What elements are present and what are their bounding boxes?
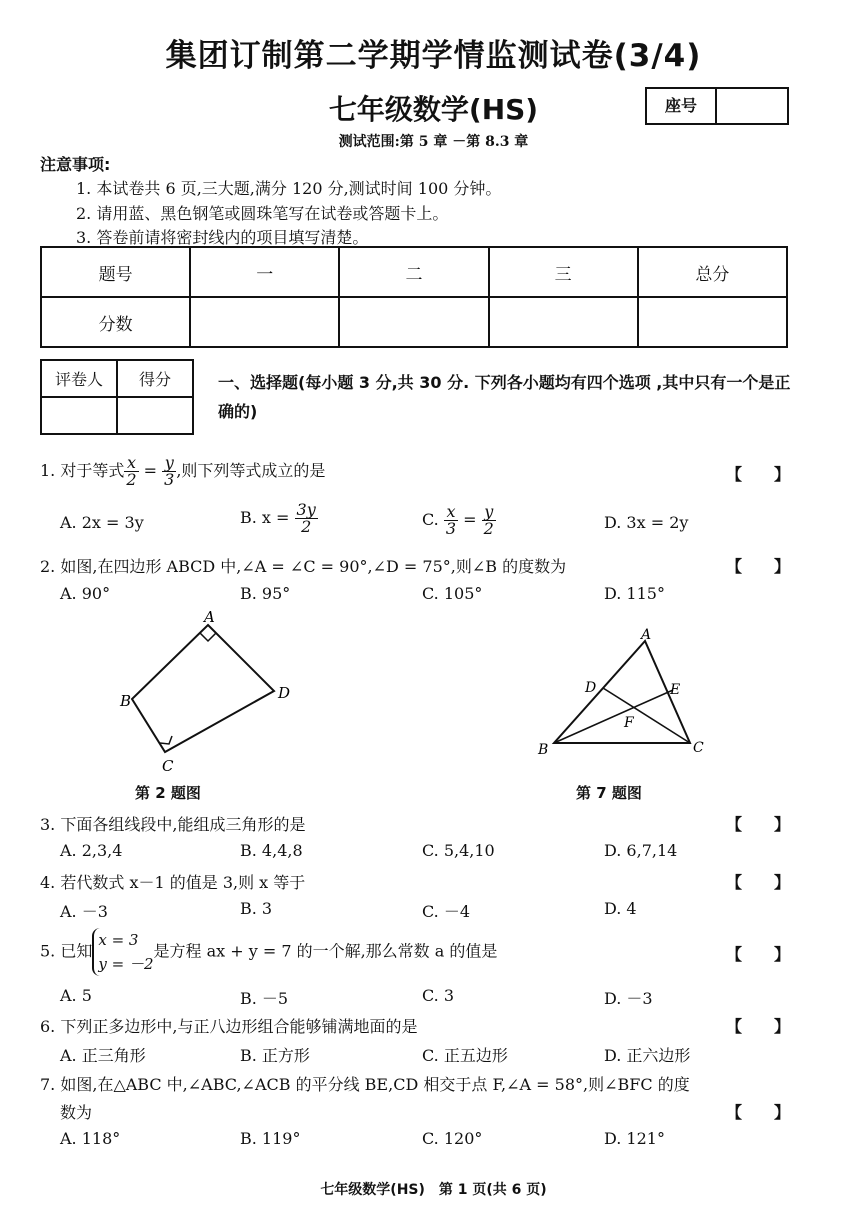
fraction <box>482 504 496 537</box>
answer-bracket[interactable]: 【 】 <box>726 1017 791 1036</box>
score-header-cell: 三 <box>489 247 638 297</box>
fraction <box>124 455 138 488</box>
fraction <box>295 502 318 535</box>
option-b: B. 正方形 <box>240 1046 310 1065</box>
q5-prefix: 5. 已知 <box>40 941 93 961</box>
option-c-label: C. <box>422 510 439 529</box>
note-item: 2. 请用蓝、黑色钢笔或圆珠笔写在试卷或答题卡上。 <box>76 204 449 223</box>
score-table <box>40 246 788 348</box>
figure-7-caption: 第 7 题图 <box>576 784 642 802</box>
vertex-label-d: D <box>278 684 291 702</box>
fraction-num: x <box>444 504 458 521</box>
seat-number-box <box>645 87 789 125</box>
answer-bracket[interactable]: 【 】 <box>726 1103 791 1122</box>
answer-bracket[interactable]: 【 】 <box>726 557 791 576</box>
fraction-den: 2 <box>483 519 494 538</box>
option-d: D. 4 <box>604 899 637 918</box>
fraction-den: 3 <box>445 519 457 538</box>
q5-suffix: 是方程 ax + y = 7 的一个解,那么常数 a 的值是 <box>153 941 498 961</box>
note-item: 3. 答卷前请将密封线内的项目填写清楚。 <box>76 228 369 247</box>
fraction-den: 3 <box>164 470 175 489</box>
option-d: D. 121° <box>604 1129 665 1148</box>
note-item: 1. 本试卷共 6 页,三大题,满分 120 分,测试时间 100 分钟。 <box>76 179 502 198</box>
vertex-label-f: F <box>624 715 634 731</box>
question-7-line-2: 数为 <box>60 1103 93 1122</box>
vertex-label-a: A <box>641 627 652 643</box>
test-scope: 测试范围:第 5 章 －第 8.3 章 <box>338 134 529 150</box>
fraction-den: 2 <box>126 470 137 489</box>
option-a: A. 正三角形 <box>60 1046 146 1065</box>
option-b-label: B. x = <box>240 508 290 527</box>
figure-7 <box>530 624 720 764</box>
option-b <box>240 502 318 535</box>
answer-bracket[interactable]: 【 】 <box>726 815 791 834</box>
score-cell[interactable] <box>638 297 787 347</box>
option-b: B. 95° <box>240 584 291 603</box>
score-cell[interactable] <box>190 297 339 347</box>
seat-label: 座号 <box>647 89 717 123</box>
option-c: C. －4 <box>422 902 471 921</box>
fraction-den: 2 <box>301 517 312 536</box>
grader-table <box>40 359 194 435</box>
vertex-label-b: B <box>538 742 549 758</box>
option-d: D. 115° <box>604 584 665 603</box>
question-5 <box>40 928 497 976</box>
vertex-label-b: B <box>120 692 132 710</box>
seat-number-field[interactable] <box>717 89 787 123</box>
question-1 <box>40 455 325 488</box>
notes-title: 注意事项: <box>40 155 111 174</box>
system-line-1: x = 3 <box>98 931 139 949</box>
question-3: 3. 下面各组线段中,能组成三角形的是 <box>40 815 306 834</box>
option-b: B. 119° <box>240 1129 301 1148</box>
fraction <box>162 455 176 488</box>
q1-prefix: 1. 对于等式 <box>40 461 125 480</box>
vertex-label-c: C <box>162 757 174 775</box>
bisector-be <box>554 690 673 743</box>
score-table-score-row <box>41 297 787 347</box>
fraction-num: y <box>162 455 176 472</box>
figure-2-caption: 第 2 题图 <box>135 784 201 802</box>
quadrilateral-abcd <box>132 625 274 752</box>
option-d: D. 3x = 2y <box>604 513 689 532</box>
grader-name-cell[interactable] <box>41 397 117 434</box>
score-row-label: 分数 <box>41 297 190 347</box>
option-a: A. 2,3,4 <box>60 841 123 860</box>
option-d: D. 6,7,14 <box>604 841 678 860</box>
vertex-label-c: C <box>693 740 704 756</box>
answer-bracket[interactable]: 【 】 <box>726 465 791 484</box>
option-c <box>422 504 496 537</box>
option-d: D. 正六边形 <box>604 1046 691 1065</box>
vertex-label-d: D <box>585 680 597 696</box>
equals-sign: = <box>143 461 158 480</box>
vertex-label-e: E <box>670 682 681 698</box>
exam-subtitle: 七年级数学(HS) <box>328 93 539 126</box>
score-header-cell: 一 <box>190 247 339 297</box>
option-a: A. 118° <box>60 1129 121 1148</box>
vertex-label-a: A <box>204 608 215 626</box>
option-b: B. 3 <box>240 899 273 918</box>
system-line-2: y = －2 <box>98 955 154 973</box>
fraction <box>444 504 458 537</box>
option-c: C. 5,4,10 <box>422 841 495 860</box>
score-header-cell: 二 <box>339 247 488 297</box>
fraction-num: x <box>124 455 138 472</box>
section-1-title: 一、选择题(每小题 3 分,共 30 分. 下列各小题均有四个选项 ,其中只有一个是正确的) <box>218 373 791 421</box>
option-c: C. 120° <box>422 1129 483 1148</box>
question-6: 6. 下列正多边形中,与正八边形组合能够铺满地面的是 <box>40 1017 418 1036</box>
score-table-header-row <box>41 247 787 297</box>
option-a: A. －3 <box>60 902 108 921</box>
figure-2 <box>110 608 310 778</box>
answer-bracket[interactable]: 【 】 <box>726 873 791 892</box>
question-2: 2. 如图,在四边形 ABCD 中,∠A = ∠C = 90°,∠D = 75°,则∠B 的度数为 <box>40 557 567 576</box>
option-b: B. 4,4,8 <box>240 841 303 860</box>
question-7-line-1: 7. 如图,在△ABC 中,∠ABC,∠ACB 的平分线 BE,CD 相交于点 F,∠A = 58°,则∠BFC 的度 <box>40 1075 690 1094</box>
equation-system <box>92 928 153 976</box>
option-a: A. 2x = 3y <box>60 513 144 532</box>
score-cell[interactable] <box>489 297 638 347</box>
page-footer: 七年级数学(HS) 第 1 页(共 6 页) <box>320 1182 547 1198</box>
option-d: D. －3 <box>604 989 653 1008</box>
option-a: A. 90° <box>60 584 111 603</box>
grader-header-cell: 得分 <box>117 360 193 397</box>
grader-header-cell: 评卷人 <box>41 360 117 397</box>
option-b: B. －5 <box>240 989 289 1008</box>
exam-title: 集团订制第二学期学情监测试卷(3/4) <box>165 38 702 74</box>
option-c: C. 105° <box>422 584 483 603</box>
option-c: C. 3 <box>422 986 455 1005</box>
answer-bracket[interactable]: 【 】 <box>726 945 791 964</box>
equals-sign: = <box>463 510 477 529</box>
score-header-cell: 题号 <box>41 247 190 297</box>
fraction-num: 3y <box>296 500 316 519</box>
q1-suffix: ,则下列等式成立的是 <box>176 461 326 480</box>
right-angle-mark-c <box>160 736 172 744</box>
option-c: C. 正五边形 <box>422 1046 508 1065</box>
grader-score-cell[interactable] <box>117 397 193 434</box>
score-cell[interactable] <box>339 297 488 347</box>
right-angle-mark-a <box>200 633 216 641</box>
fraction-num: y <box>482 504 496 521</box>
option-a: A. 5 <box>60 986 92 1005</box>
question-4: 4. 若代数式 x－1 的值是 3,则 x 等于 <box>40 873 306 892</box>
score-header-cell: 总分 <box>638 247 787 297</box>
